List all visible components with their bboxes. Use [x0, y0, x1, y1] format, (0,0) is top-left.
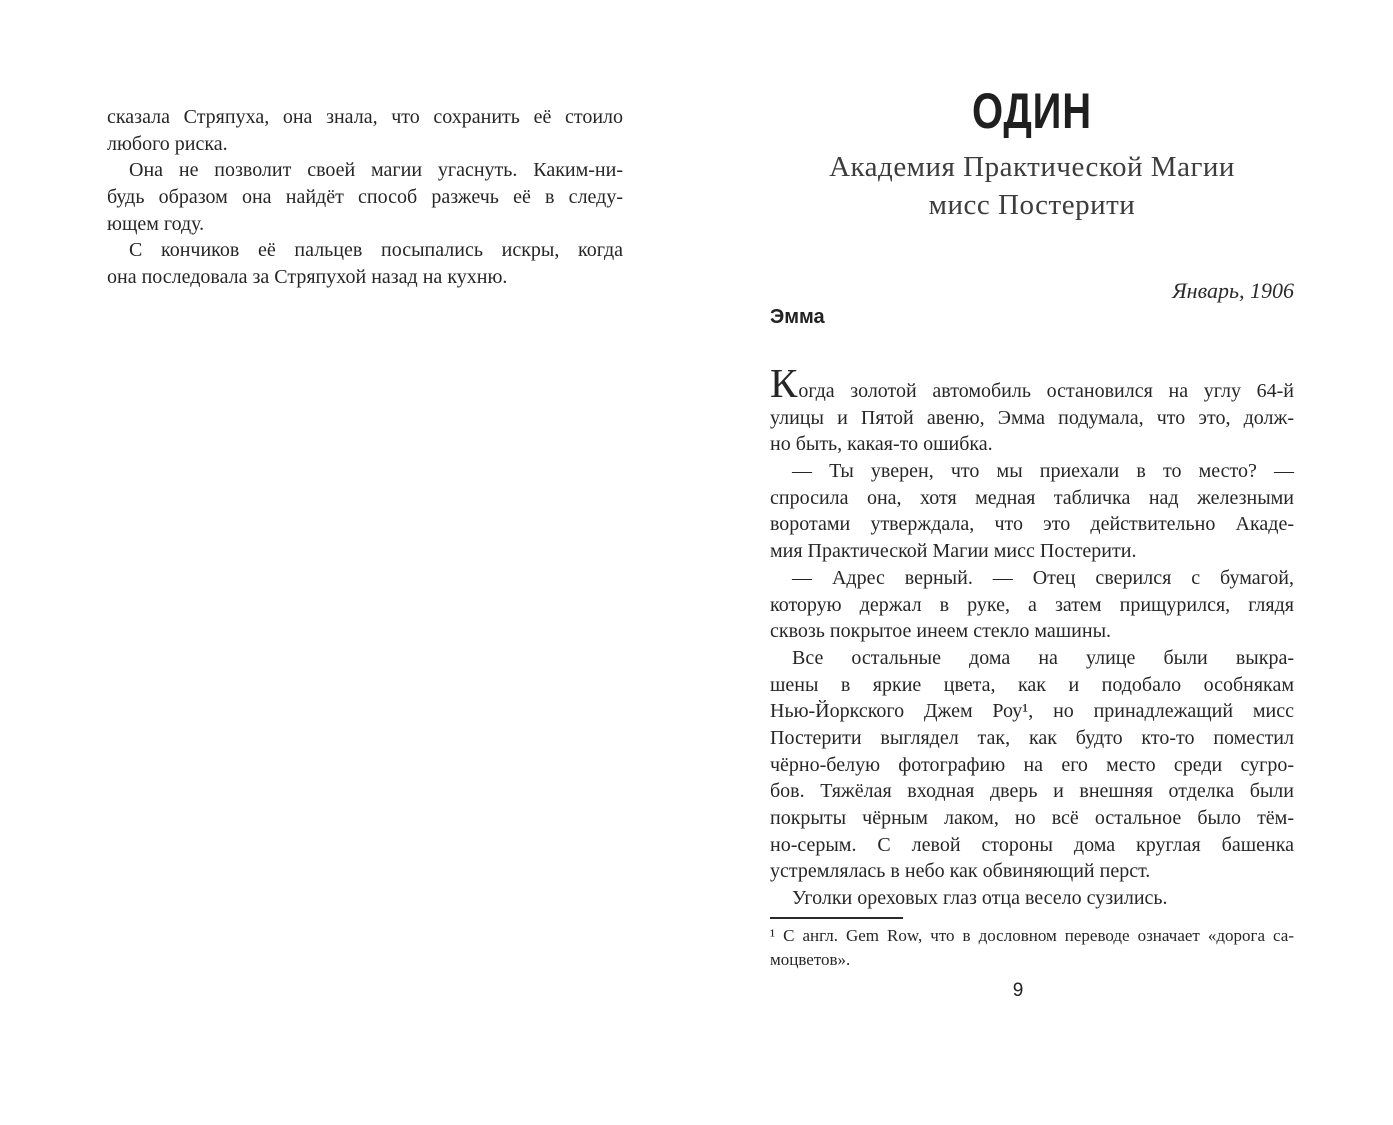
text-line: чёрно-белую фотографию на его место среди сугро- — [770, 753, 1294, 776]
text-line: Когда золотой автомобиль остановился на углу 64-й — [770, 360, 1294, 406]
text-line: но быть, какая-то ошибка. — [770, 433, 993, 456]
text-line: Она не позволит своей магии угаснуть. Каким-ни- — [129, 159, 623, 182]
text-line: моцветов». — [770, 950, 851, 969]
footnote — [770, 917, 1294, 972]
text-line: Нью-Йоркского Джем Роу¹, но принадлежащий мисс — [770, 700, 1294, 723]
text-line: — Ты уверен, что мы приехали в то место? — — [792, 460, 1294, 483]
text-line: устремлялась в небо как обвиняющий перст. — [770, 860, 1151, 883]
left-page-text — [107, 104, 623, 291]
text-line: покрыты чёрным лаком, но всё остальное было тём- — [770, 807, 1294, 829]
text-line: спросила она, хотя медная табличка над железными — [770, 486, 1294, 509]
text-line: сказала Стряпуха, она знала, что сохранить её стоило — [107, 106, 623, 128]
text-line: шены в яркие цвета, как и подобало особнякам — [770, 673, 1294, 696]
text-line: ¹ С англ. Gem Row, что в дословном переводе означает «дорога са- — [770, 926, 1294, 945]
text-line: мия Практической Магии мисс Постерити. — [770, 540, 1137, 563]
text-line: Все остальные дома на улице были выкра- — [792, 646, 1294, 669]
text-line: любого риска. — [107, 132, 228, 155]
text-line: она последовала за Стряпухой назад на кухню. — [107, 266, 508, 289]
text-line: бов. Тяжёлая входная дверь и внешняя отделка были — [770, 780, 1294, 803]
chapter-title-line-1: Академия Практической Магии — [829, 151, 1235, 183]
text-line: С кончиков её пальцев посыпались искры, когда — [129, 239, 623, 262]
text-line: — Адрес верный. — Отец сверился с бумагой, — [792, 566, 1294, 589]
chapter-number — [770, 85, 1294, 137]
right-page-text — [770, 360, 1294, 912]
text-line: Уголки ореховых глаз отца весело сузились. — [792, 887, 1168, 910]
right-page — [770, 0, 1294, 1125]
pov-name: Эмма — [770, 306, 825, 328]
footnote-text — [770, 924, 1294, 972]
drop-cap-initial: К — [770, 360, 799, 406]
footnote-rule — [770, 917, 903, 919]
text-line: но-серым. С левой стороны дома круглая башенка — [770, 833, 1294, 856]
chapter-title — [770, 148, 1294, 224]
dateline: Январь, 1906 — [1172, 278, 1294, 303]
text-line: ющем году. — [107, 212, 205, 235]
chapter-title-line-2: мисс Постерити — [928, 189, 1136, 221]
text-line: воротами утверждала, что это действительно Акаде- — [770, 513, 1294, 536]
page-number: 9 — [1012, 980, 1024, 1001]
text-line: которую держал в руке, а затем прищурился, глядя — [770, 593, 1294, 616]
chapter-number-text: ОДИН — [972, 83, 1092, 139]
text-line: Постерити выглядел так, как будто кто-то поместил — [770, 726, 1294, 749]
text-line: сквозь покрытое инеем стекло машины. — [770, 620, 1112, 643]
text-line: улицы и Пятой авеню, Эмма подумала, что это, долж- — [770, 406, 1294, 429]
text-line: будь образом она найдёт способ разжечь её в следу- — [107, 186, 623, 209]
